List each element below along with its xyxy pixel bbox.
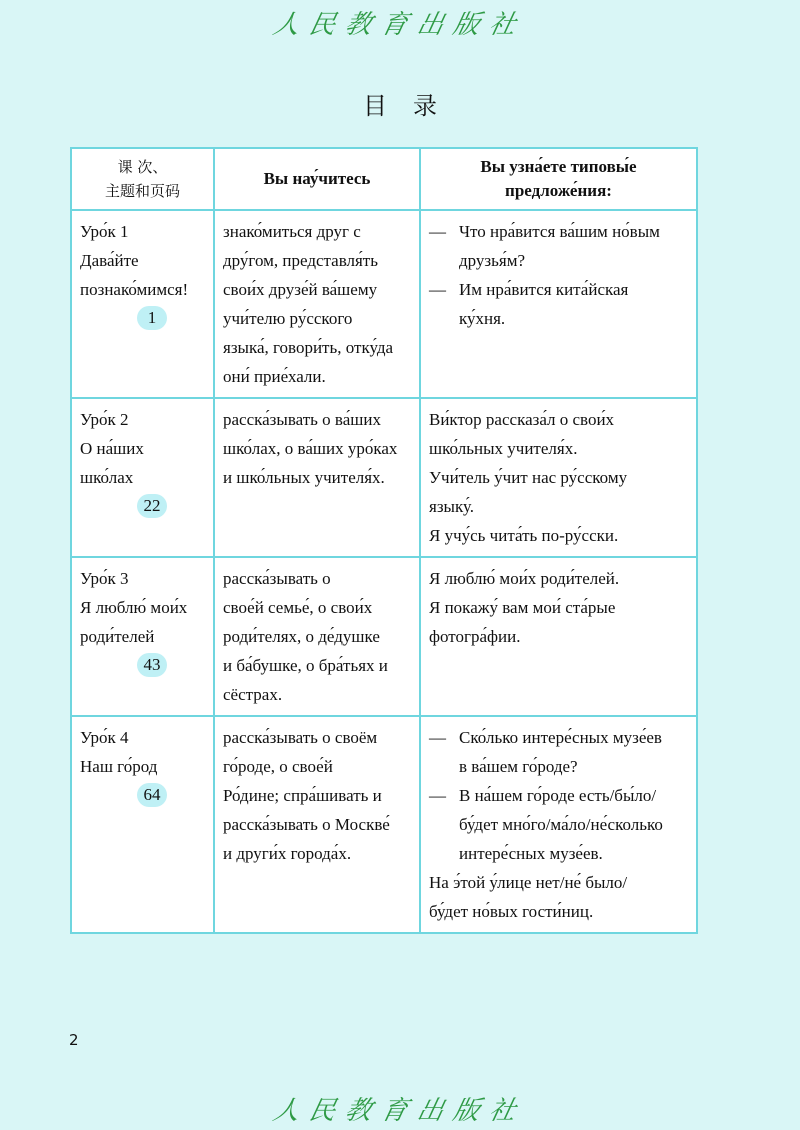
sentence-line: бу́дет мно́го/ма́ло/не́сколько bbox=[459, 815, 663, 834]
learn-line: расска́зывать о bbox=[223, 569, 331, 588]
learn-line: свои́х друзе́й ва́шему bbox=[223, 280, 378, 299]
sentence-item bbox=[429, 275, 688, 333]
sentence-item bbox=[429, 564, 688, 593]
sentence-line: Я учу́сь чита́ть по-ру́сски. bbox=[429, 526, 619, 545]
sentence-line: языку́. bbox=[429, 497, 475, 516]
lesson-cell bbox=[71, 557, 214, 716]
sentence-line: На э́той у́лице нет/не́ было/ bbox=[429, 873, 628, 892]
table-row bbox=[71, 557, 697, 716]
dialogue-dash: — bbox=[429, 728, 446, 747]
sentence-line: друзья́м? bbox=[459, 251, 526, 270]
sentence-item bbox=[429, 593, 688, 651]
learn-line: Ро́дине; спра́шивать и bbox=[223, 786, 382, 805]
sentence-line: Ви́ктор рассказа́л о свои́х bbox=[429, 410, 615, 429]
learn-line: сёстрах. bbox=[223, 685, 283, 704]
table-header-row bbox=[71, 148, 697, 210]
lesson-number: Уро́к 4 bbox=[80, 728, 129, 747]
learn-line: расска́зывать о Москве́ bbox=[223, 815, 390, 834]
sentence-item bbox=[429, 405, 688, 463]
learn-cell bbox=[214, 210, 420, 398]
sentence-line: шко́льных учителя́х. bbox=[429, 439, 578, 458]
dialogue-dash: — bbox=[429, 786, 446, 805]
sentence-item bbox=[429, 217, 688, 275]
header-you-will-learn: Вы нау́читесь bbox=[214, 148, 420, 210]
learn-line: они́ прие́хали. bbox=[223, 367, 326, 386]
sentences-cell bbox=[420, 557, 697, 716]
sentence-line: Я люблю́ мои́х роди́телей. bbox=[429, 569, 620, 588]
sentence-line: Я покажу́ вам мои́ ста́рые bbox=[429, 598, 616, 617]
sentence-line: Им нра́вится кита́йская bbox=[459, 280, 629, 299]
sentence-item bbox=[429, 521, 688, 550]
learn-line: расска́зывать о ва́ших bbox=[223, 410, 381, 429]
lesson-title: Дава́йте bbox=[80, 251, 139, 270]
sentence-line: Учи́тель у́чит нас ру́сскому bbox=[429, 468, 628, 487]
lesson-page-badge[interactable]: 43 bbox=[137, 653, 167, 677]
lesson-cell bbox=[71, 210, 214, 398]
sentences-cell bbox=[420, 716, 697, 933]
lesson-cell bbox=[71, 716, 214, 933]
learn-line: учи́телю ру́сского bbox=[223, 309, 353, 328]
learn-line: языка́, говори́ть, отку́да bbox=[223, 338, 394, 357]
learn-cell bbox=[214, 557, 420, 716]
lesson-title: О на́ших bbox=[80, 439, 144, 458]
sentence-line: бу́дет но́вых гости́ниц. bbox=[429, 902, 594, 921]
lesson-number: Уро́к 1 bbox=[80, 222, 129, 241]
sentence-line: фотогра́фии. bbox=[429, 627, 521, 646]
learn-line: и шко́льных учителя́х. bbox=[223, 468, 385, 487]
header-lesson-topic-page: 课 次、 主题和页码 bbox=[71, 148, 214, 210]
learn-line: шко́лах, о ва́ших уро́ках bbox=[223, 439, 398, 458]
contents-table bbox=[70, 147, 698, 934]
lesson-title: роди́телей bbox=[80, 627, 155, 646]
sentence-line: Ско́лько интере́сных музе́ев bbox=[459, 728, 662, 747]
sentence-item bbox=[429, 463, 688, 521]
page-title: 目录 bbox=[363, 92, 463, 120]
lesson-page-badge[interactable]: 22 bbox=[137, 494, 167, 518]
lesson-number: Уро́к 3 bbox=[80, 569, 129, 588]
sentence-line: ку́хня. bbox=[459, 309, 506, 328]
learn-line: расска́зывать о своём bbox=[223, 728, 378, 747]
sentence-item bbox=[429, 723, 688, 781]
learn-line: знако́миться друг с bbox=[223, 222, 361, 241]
sentences-cell bbox=[420, 398, 697, 557]
learn-cell bbox=[214, 398, 420, 557]
sentence-item bbox=[429, 781, 688, 868]
learn-line: дру́гом, представля́ть bbox=[223, 251, 378, 270]
sentence-line: в ва́шем го́роде? bbox=[459, 757, 578, 776]
learn-line: свое́й семье́, о свои́х bbox=[223, 598, 373, 617]
dialogue-dash: — bbox=[429, 222, 446, 241]
learn-line: го́роде, о свое́й bbox=[223, 757, 333, 776]
publisher-logo-top: 人民教育出版社 bbox=[270, 10, 529, 40]
header-typical-sentences: Вы узна́ете типовы́е предложе́ния: bbox=[420, 148, 697, 210]
learn-line: и други́х города́х. bbox=[223, 844, 352, 863]
learn-cell bbox=[214, 716, 420, 933]
lesson-title: Наш го́род bbox=[80, 757, 158, 776]
lesson-title: шко́лах bbox=[80, 468, 134, 487]
sentences-cell bbox=[420, 210, 697, 398]
table-row bbox=[71, 210, 697, 398]
sentence-line: интере́сных музе́ев. bbox=[459, 844, 603, 863]
lesson-title: Я люблю́ мои́х bbox=[80, 598, 188, 617]
lesson-page-badge[interactable]: 64 bbox=[137, 783, 167, 807]
learn-line: роди́телях, о де́душке bbox=[223, 627, 380, 646]
sentence-line: В на́шем го́роде есть/бы́ло/ bbox=[459, 786, 657, 805]
table-row bbox=[71, 716, 697, 933]
page-number: 2 bbox=[69, 1031, 79, 1049]
lesson-cell bbox=[71, 398, 214, 557]
dialogue-dash: — bbox=[429, 280, 446, 299]
sentence-item bbox=[429, 868, 688, 926]
sentence-line: Что нра́вится ва́шим но́вым bbox=[459, 222, 660, 241]
learn-line: и ба́бушке, о бра́тьях и bbox=[223, 656, 388, 675]
lesson-page-badge[interactable]: 1 bbox=[137, 306, 167, 330]
lesson-number: Уро́к 2 bbox=[80, 410, 129, 429]
publisher-logo-bottom: 人民教育出版社 bbox=[270, 1096, 529, 1126]
lesson-title: познако́мимся! bbox=[80, 280, 189, 299]
table-row bbox=[71, 398, 697, 557]
